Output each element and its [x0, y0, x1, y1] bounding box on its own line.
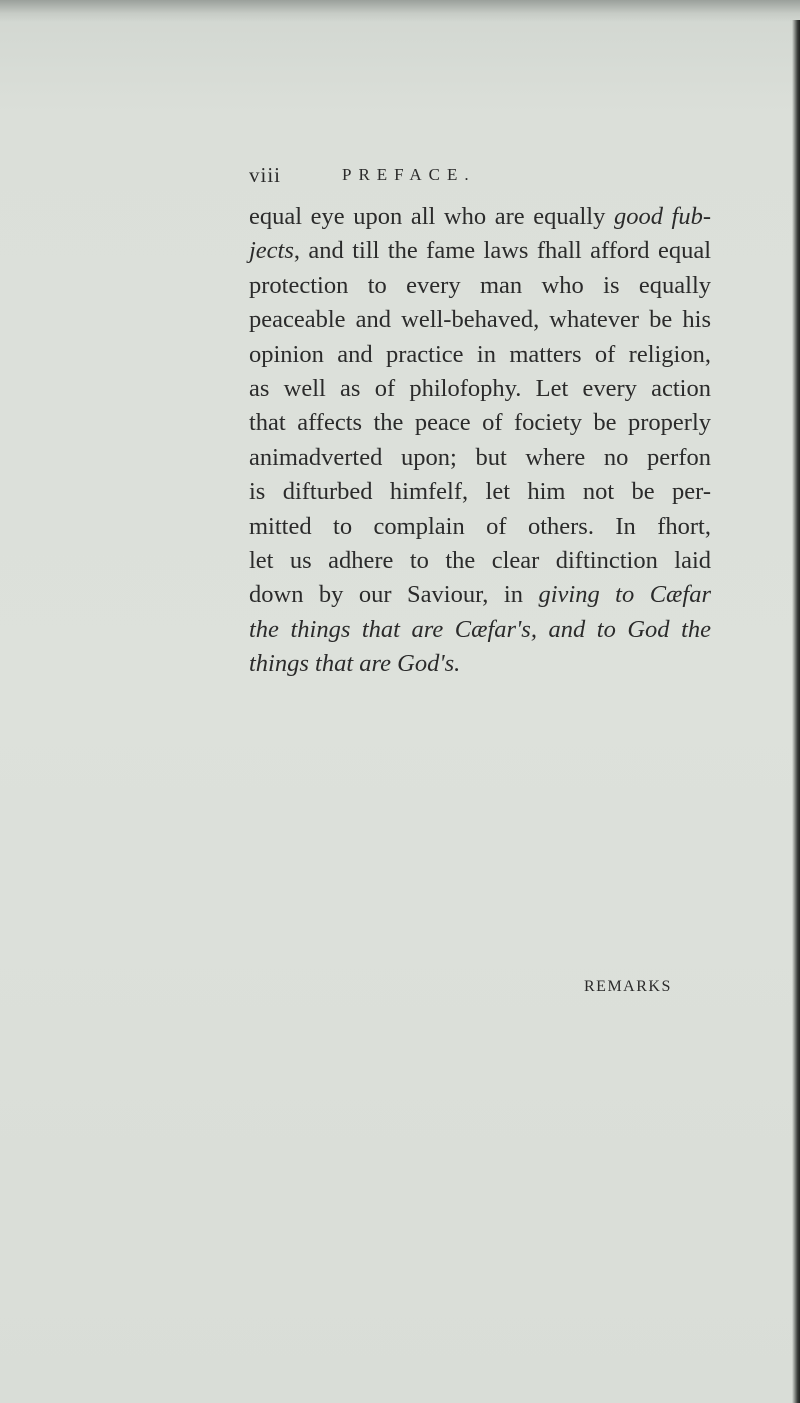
text-segment: let us adhere to the clear diftinction laid — [249, 547, 711, 575]
italic-text-segment: giving to Cæfar — [538, 581, 711, 609]
text-segment: equal eye upon all who are equally — [249, 203, 614, 230]
text-line — [249, 544, 711, 578]
text-line — [249, 578, 711, 612]
text-segment: as well as of philofophy. Let every action — [249, 375, 711, 403]
text-line — [249, 372, 711, 406]
italic-text-segment: the things that are Cæfar's, and to God the — [249, 615, 711, 643]
text-segment: animadverted upon; but where no perfon — [249, 443, 711, 471]
text-segment: peaceable and well-behaved, whatever be his — [249, 306, 711, 334]
page-number: viii — [249, 163, 282, 187]
text-segment: down by our Saviour, in — [249, 581, 539, 609]
text-line — [249, 406, 711, 440]
text-segment: that affects the peace of fociety be properly — [249, 409, 711, 437]
running-head: PREFACE. — [342, 165, 476, 184]
italic-text-segment: jects — [249, 237, 294, 265]
catchword: REMARKS — [584, 978, 672, 995]
text-line — [249, 510, 711, 544]
page-header — [249, 163, 780, 193]
text-line — [249, 234, 711, 268]
text-segment: is difturbed himfelf, let him not be per- — [249, 478, 711, 506]
text-line — [249, 647, 711, 681]
text-line — [249, 338, 711, 372]
text-segment: protection to every man who is equally — [249, 271, 711, 299]
page-gutter-shadow — [792, 20, 800, 1403]
page-top-edge — [0, 0, 800, 22]
text-line — [249, 303, 711, 337]
text-segment: mitted to complain of others. In fhort, — [249, 512, 711, 540]
text-segment: opinion and practice in matters of religion, — [249, 340, 711, 368]
text-line — [249, 613, 711, 647]
text-line — [249, 269, 711, 303]
italic-text-segment: good fub- — [613, 203, 711, 230]
text-segment: , and till the fame laws fhall afford equal — [293, 237, 711, 265]
italic-text-segment: things that are God's. — [249, 650, 461, 678]
text-line — [249, 441, 711, 475]
text-line — [249, 200, 711, 234]
body-text — [249, 200, 711, 682]
text-line — [249, 475, 711, 509]
